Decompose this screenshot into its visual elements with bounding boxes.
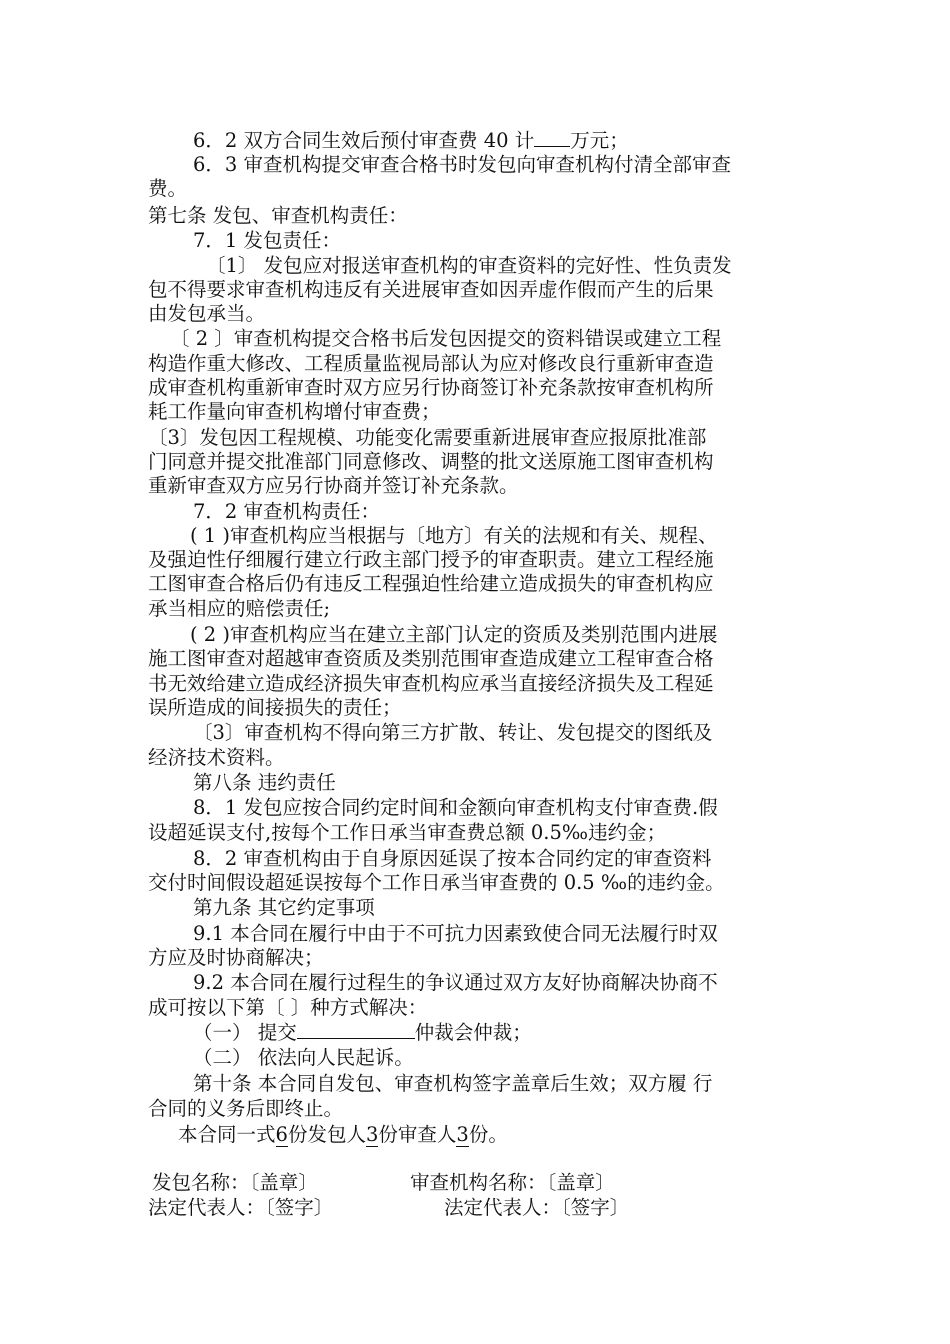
clause-8-1-cont: 设超延误支付,按每个工作日承当审查费总额 0.5‰违约金； bbox=[148, 821, 667, 844]
clause-7-1-1-cont: 由发包承当。 bbox=[148, 302, 266, 325]
clause-9-2-cont: 成可按以下第〔 〕种方式解决： bbox=[148, 996, 428, 1019]
clause-7-2-2-cont: 施工图审查对超越审查资质及类别范围审查造成建立工程审查合格 bbox=[148, 647, 714, 670]
article-7-heading: 第七条 发包、审查机构责任： bbox=[148, 204, 408, 227]
clause-7-2-3-cont: 经济技术资料。 bbox=[148, 746, 285, 769]
clause-7-2-heading: 7．2 审查机构责任： bbox=[193, 500, 381, 523]
clause-7-2-2-cont: 书无效给建立造成经济损失审查机构应承当直接经济损失及工程延 bbox=[148, 672, 714, 695]
clause-7-1-3: 〔3〕发包因工程规模、功能变化需要重新进展审查应报原批准部 bbox=[148, 426, 707, 449]
clause-7-2-2-cont: 误所造成的间接损失的责任； bbox=[148, 696, 402, 719]
clause-7-1-heading: 7．1 发包责任： bbox=[193, 229, 342, 252]
clause-6-3: 6．3 审查机构提交审查合格书时发包向审查机构付清全部审查 bbox=[193, 153, 732, 176]
clause-9-1-cont: 方应及时协商解决； bbox=[148, 946, 324, 969]
clause-7-1-1-cont: 包不得要求审查机构违反有关进展审查如因弄虚作假而产生的后果 bbox=[148, 278, 714, 301]
clause-7-1-2-cont: 成审查机构重新审查时双方应另行协商签订补充条款按审查机构所 bbox=[148, 376, 714, 399]
clause-7-1-3-cont: 门同意并提交批准部门同意修改、调整的批文送原施工图审查机构 bbox=[148, 450, 714, 473]
clause-7-2-1: ( 1 )审查机构应当根据与〔地方〕有关的法规和有关、规程、 bbox=[190, 524, 718, 547]
party-b-rep: 法定代表人：〔签字〕 bbox=[444, 1196, 630, 1219]
clause-9-2: 9.2 本合同在履行过程生的争议通过双方友好协商解决协商不 bbox=[193, 971, 718, 994]
clause-7-2-1-cont: 工图审查合格后仍有违反工程强迫性给建立造成损失的审查机构应 bbox=[148, 572, 714, 595]
clause-7-2-1-cont: 及强迫性仔细履行建立行政主部门授予的审查职责。建立工程经施 bbox=[148, 548, 714, 571]
clause-7-1-1: 〔1〕 发包应对报送审查机构的审查资料的完好性、性负责发 bbox=[206, 254, 732, 277]
prepay-amount-blank bbox=[534, 146, 570, 147]
clause-8-2: 8．2 审查机构由于自身原因延误了按本合同约定的审查资料 bbox=[193, 847, 712, 870]
copies-statement: 本合同一式6份发包人3份审查人3份。 bbox=[178, 1123, 508, 1146]
arbitration-blank bbox=[297, 1038, 415, 1039]
dispute-option-1: （一） 提交 仲裁会仲裁； bbox=[193, 1021, 532, 1044]
clause-7-1-2: 〔 2 〕审查机构提交合格书后发包因提交的资料错误或建立工程 bbox=[170, 327, 722, 350]
clause-7-1-3-cont: 重新审查双方应另行协商并签订补充条款。 bbox=[148, 474, 519, 497]
article-8-heading: 第八条 违约责任 bbox=[193, 771, 336, 794]
party-a-rep: 法定代表人：〔签字〕 bbox=[148, 1196, 334, 1219]
clause-6-3-cont: 费。 bbox=[148, 177, 188, 200]
party-b-name: 审查机构名称：〔盖章〕 bbox=[410, 1171, 615, 1194]
article-10-cont: 合同的义务后即终止。 bbox=[148, 1097, 344, 1120]
clause-7-2-3: 〔3〕审查机构不得向第三方扩散、转让、发包提交的图纸及 bbox=[193, 721, 713, 744]
clause-7-2-2: ( 2 )审查机构应当在建立主部门认定的资质及类别范围内进展 bbox=[190, 623, 718, 646]
clause-8-1: 8．1 发包应按合同约定时间和金额向审查机构支付审查费.假 bbox=[193, 796, 718, 819]
clause-7-1-2-cont: 构造作重大修改、工程质量监视局部认为应对修改良行重新审查造 bbox=[148, 352, 714, 375]
clause-7-1-2-cont: 耗工作量向审查机构增付审查费； bbox=[148, 400, 441, 423]
clause-8-2-cont: 交付时间假设超延误按每个工作日承当审查费的 0.5 ‰的违约金。 bbox=[148, 871, 725, 894]
article-9-heading: 第九条 其它约定事项 bbox=[193, 896, 375, 919]
clause-9-1: 9.1 本合同在履行中由于不可抗力因素致使合同无法履行时双 bbox=[193, 922, 718, 945]
party-a-name: 发包名称：〔盖章〕 bbox=[152, 1171, 318, 1194]
article-10: 第十条 本合同自发包、审查机构签字盖章后生效；双方履 行 bbox=[193, 1072, 713, 1095]
dispute-option-2: （二） 依法向人民起诉。 bbox=[193, 1046, 414, 1069]
clause-7-2-1-cont: 承当相应的赔偿责任; bbox=[148, 597, 331, 620]
clause-6-2: 6．2 双方合同生效后预付审查费 40 计 万元； bbox=[193, 129, 629, 152]
